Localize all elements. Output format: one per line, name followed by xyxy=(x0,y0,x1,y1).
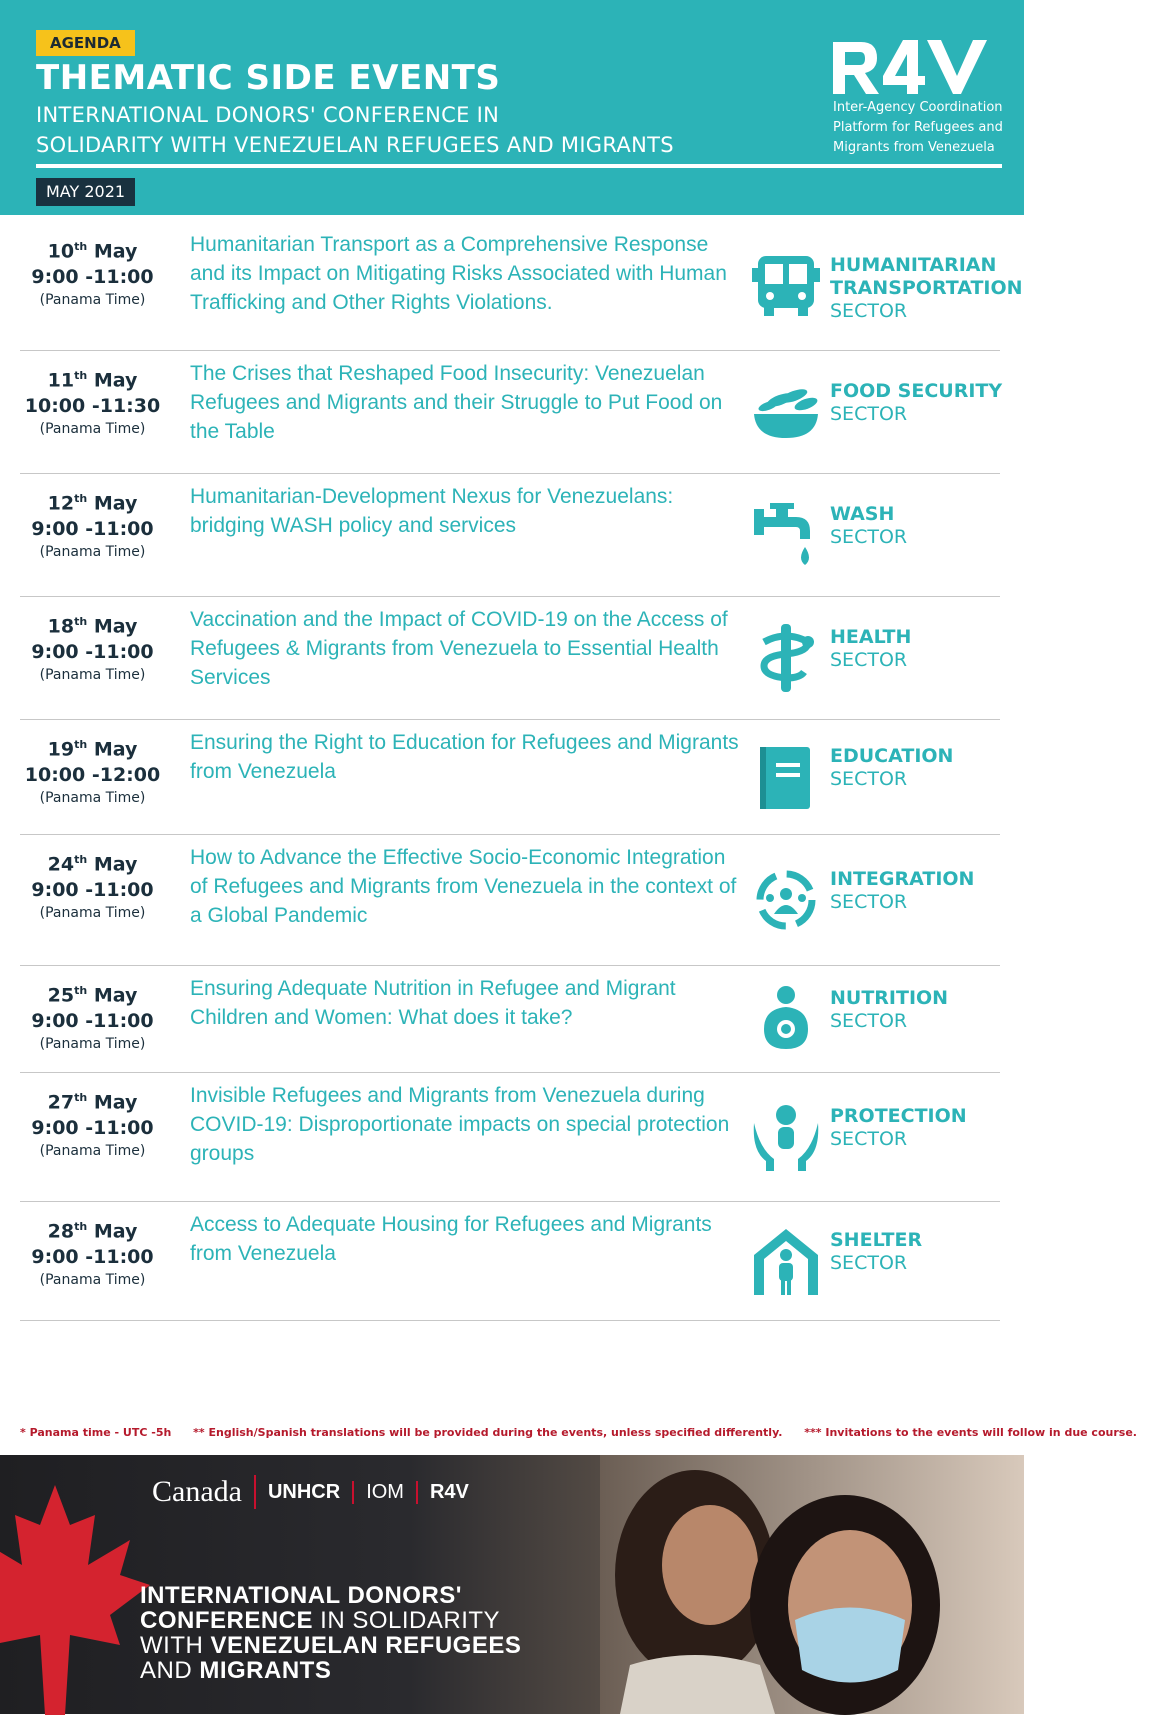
footnotes xyxy=(20,1426,1137,1439)
event-datetime xyxy=(20,978,165,1054)
event-timezone: (Panama Time) xyxy=(39,667,146,684)
sector-suffix: SECTOR xyxy=(830,1128,908,1150)
event-topic: Access to Adequate Housing for Refugees and Migrants from Venezuela xyxy=(190,1213,712,1265)
sector-suffix: SECTOR xyxy=(830,526,908,548)
food-bowl-icon xyxy=(750,376,822,448)
iom-logo: IOM xyxy=(354,1481,418,1504)
event-timezone: (Panama Time) xyxy=(39,1272,146,1289)
integration-cycle-icon xyxy=(750,864,822,936)
sector-suffix: SECTOR xyxy=(830,300,908,322)
event-time: 9:00 -11:00 xyxy=(31,1246,154,1269)
event-datetime xyxy=(20,486,165,562)
subtitle-line-2: SOLIDARITY WITH VENEZUELAN REFUGEES AND MIGRANTS xyxy=(36,133,674,157)
sector-label xyxy=(830,1229,1005,1275)
banner-title: INTERNATIONAL DONORS' CONFERENCE IN SOLIDARITY WITH VENEZUELAN REFUGEES AND MIGRANTS xyxy=(140,1582,522,1684)
header-banner xyxy=(0,0,1024,215)
sector-suffix: SECTOR xyxy=(830,1010,908,1032)
event-datetime xyxy=(20,234,165,310)
sector-name: EDUCATION xyxy=(830,745,954,767)
r4v-small-logo: R4V xyxy=(429,1480,469,1503)
event-date: 12th May xyxy=(47,492,138,515)
book-icon xyxy=(750,741,822,813)
sector-suffix: SECTOR xyxy=(830,891,908,913)
maple-leaf-icon xyxy=(0,1485,150,1715)
caduceus-icon xyxy=(750,622,822,694)
r4v-caption: Inter-Agency Coordination Platform for Refugees and Migrants from Venezuela xyxy=(833,100,1003,155)
sector-name: FOOD SECURITY xyxy=(830,380,1003,402)
event-row xyxy=(20,966,1000,1073)
r4v-logo xyxy=(833,38,989,96)
sector-name: HEALTH xyxy=(830,626,912,648)
sector-name: INTEGRATION xyxy=(830,868,975,890)
sector-name: HUMANITARIAN TRANSPORTATION xyxy=(830,254,1023,299)
event-datetime xyxy=(20,847,165,923)
event-row xyxy=(20,351,1003,474)
sector-label xyxy=(830,868,1005,914)
canada-logo: Canada xyxy=(140,1475,256,1509)
footnote-timezone: * Panama time - UTC -5h xyxy=(20,1426,172,1439)
event-row xyxy=(20,835,1000,966)
page-subtitle xyxy=(36,100,736,160)
footnote-translations: ** English/Spanish translations will be provided during the events, unless specified differently. xyxy=(193,1426,783,1439)
bus-icon xyxy=(750,250,822,322)
event-topic: Humanitarian-Development Nexus for Venezuelans: bridging WASH policy and services xyxy=(190,485,674,537)
shelter-house-icon xyxy=(750,1225,822,1297)
sector-name: NUTRITION xyxy=(830,987,949,1009)
event-time: 10:00 -11:30 xyxy=(24,395,161,418)
event-time: 9:00 -11:00 xyxy=(31,1117,154,1140)
event-date: 24th May xyxy=(47,853,138,876)
event-row xyxy=(20,720,1000,835)
event-timezone: (Panama Time) xyxy=(39,544,146,561)
sector-label xyxy=(830,503,1005,549)
event-time: 9:00 -11:00 xyxy=(31,266,154,289)
event-topic: Vaccination and the Impact of COVID-19 on the Access of Refugees & Migrants from Venezuela to Essential Health Services xyxy=(190,608,728,689)
event-date: 28th May xyxy=(47,1220,138,1243)
event-row xyxy=(20,222,1023,351)
event-row xyxy=(20,474,1000,597)
events-list xyxy=(20,222,1023,1321)
sector-name: WASH xyxy=(830,503,895,525)
event-timezone: (Panama Time) xyxy=(39,292,146,309)
sector-label xyxy=(830,1105,1005,1151)
event-timezone: (Panama Time) xyxy=(39,790,146,807)
event-row xyxy=(20,597,1000,720)
sector-label xyxy=(830,380,1005,426)
event-topic: Ensuring Adequate Nutrition in Refugee and Migrant Children and Women: What does it take? xyxy=(190,977,676,1029)
event-topic: Invisible Refugees and Migrants from Venezuela during COVID-19: Disproportionate impacts on special protection groups xyxy=(190,1084,730,1165)
event-row xyxy=(20,1202,1000,1321)
protection-hands-icon xyxy=(750,1101,822,1173)
event-timezone: (Panama Time) xyxy=(39,1036,146,1053)
water-tap-icon xyxy=(750,499,822,571)
sector-label xyxy=(830,987,1005,1033)
event-datetime xyxy=(20,1214,165,1290)
partner-logos xyxy=(140,1467,481,1517)
event-date: 19th May xyxy=(47,738,138,761)
event-row xyxy=(20,1073,1000,1202)
event-datetime xyxy=(20,609,165,685)
unhcr-logo: UNHCR xyxy=(256,1481,354,1504)
sector-name: SHELTER xyxy=(830,1229,923,1251)
event-date: 11th May xyxy=(47,369,138,392)
sector-suffix: SECTOR xyxy=(830,649,908,671)
event-time: 9:00 -11:00 xyxy=(31,518,154,541)
event-topic: Ensuring the Right to Education for Refugees and Migrants from Venezuela xyxy=(190,731,739,783)
event-date: 27th May xyxy=(47,1091,138,1114)
mother-daughter-photo xyxy=(600,1455,1024,1714)
sector-label xyxy=(830,254,1023,323)
sector-name: PROTECTION xyxy=(830,1105,967,1127)
event-time: 10:00 -12:00 xyxy=(24,764,161,787)
subtitle-line-1: INTERNATIONAL DONORS' CONFERENCE IN xyxy=(36,103,500,127)
footnote-invitations: *** Invitations to the events will follow in due course. xyxy=(804,1426,1137,1439)
agenda-badge: AGENDA xyxy=(36,30,135,56)
sector-suffix: SECTOR xyxy=(830,768,908,790)
sector-label xyxy=(830,745,1005,791)
event-topic: How to Advance the Effective Socio-Economic Integration of Refugees and Migrants from Venezuela in the context of a Global Pandemic xyxy=(190,846,737,927)
date-badge: MAY 2021 xyxy=(36,178,135,206)
header-divider xyxy=(36,164,1002,168)
mother-child-icon xyxy=(750,983,822,1055)
event-time: 9:00 -11:00 xyxy=(31,1010,154,1033)
event-datetime xyxy=(20,363,165,439)
event-topic: The Crises that Reshaped Food Insecurity: Venezuelan Refugees and Migrants and their Struggle to Put Food on the Table xyxy=(190,362,723,443)
sector-label xyxy=(830,626,1005,672)
event-timezone: (Panama Time) xyxy=(39,1143,146,1160)
event-datetime xyxy=(20,1085,165,1161)
page-title: THEMATIC SIDE EVENTS xyxy=(36,58,501,98)
conference-banner xyxy=(0,1455,1024,1714)
event-topic: Humanitarian Transport as a Comprehensive Response and its Impact on Mitigating Risks Associated with Human Trafficking and Other Rights Violations. xyxy=(190,233,727,314)
event-time: 9:00 -11:00 xyxy=(31,879,154,902)
event-date: 25th May xyxy=(47,984,138,1007)
event-timezone: (Panama Time) xyxy=(39,905,146,922)
event-date: 18th May xyxy=(47,615,138,638)
sector-suffix: SECTOR xyxy=(830,1252,908,1274)
event-timezone: (Panama Time) xyxy=(39,421,146,438)
event-date: 10th May xyxy=(47,240,138,263)
event-time: 9:00 -11:00 xyxy=(31,641,154,664)
event-datetime xyxy=(20,732,165,808)
sector-suffix: SECTOR xyxy=(830,403,908,425)
